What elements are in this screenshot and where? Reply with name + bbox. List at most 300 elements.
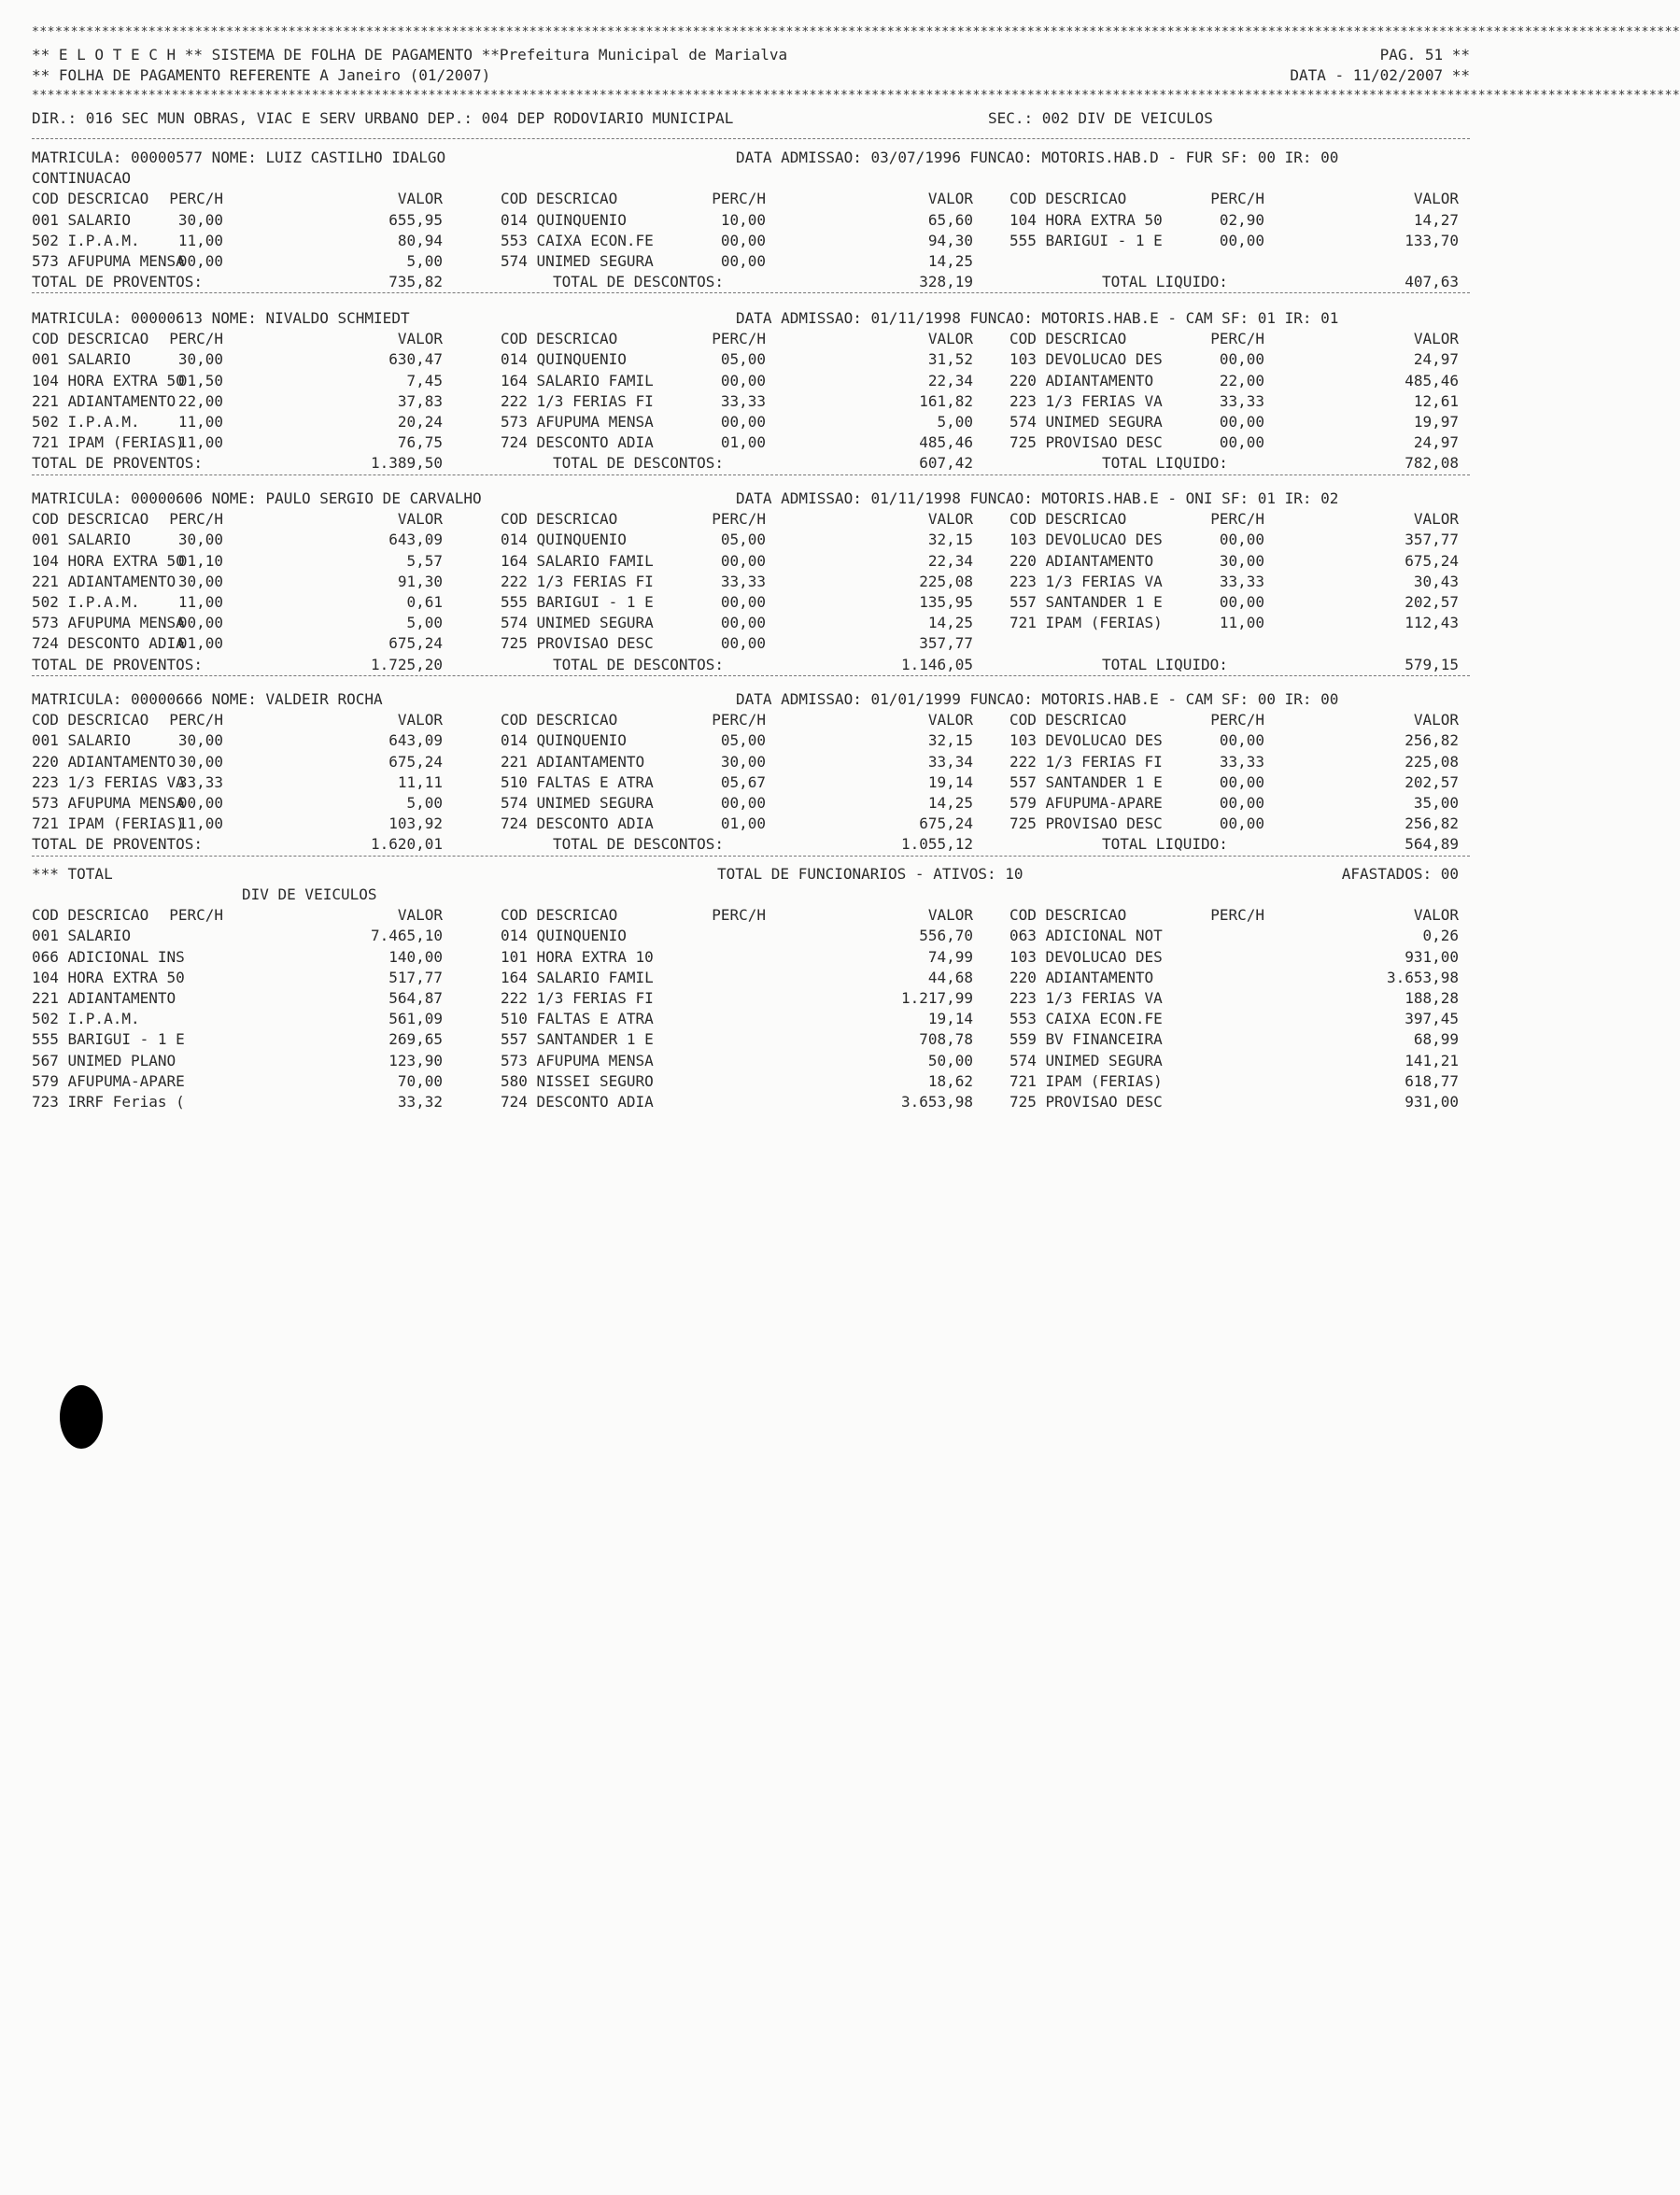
summary-code-description: 222 1/3 FERIAS FI xyxy=(501,989,654,1007)
summary-code-description: 502 I.P.A.M. xyxy=(32,1010,140,1028)
entry-percent-hours: 33,33 xyxy=(720,572,766,590)
entry-code-description: 221 ADIANTAMENTO xyxy=(32,391,176,410)
summary-value: 18,62 xyxy=(927,1071,973,1090)
entry-value: 643,09 xyxy=(388,731,443,750)
entry-code-description: 725 PROVISAO DESC xyxy=(501,634,654,653)
entry-value: 256,82 xyxy=(1405,731,1459,750)
summary-code-description: 066 ADICIONAL INS xyxy=(32,947,185,966)
column-header-row xyxy=(32,509,1470,530)
entry-percent-hours: 00,00 xyxy=(720,371,766,389)
column-header-code-description: COD DESCRICAO xyxy=(501,190,618,208)
column-header-code-description: COD DESCRICAO xyxy=(32,711,149,729)
entry-code-description: 725 PROVISAO DESC xyxy=(1009,433,1163,452)
total-descontos-value: 328,19 xyxy=(919,273,973,291)
entry-value: 7,45 xyxy=(406,371,443,389)
entry-value: 202,57 xyxy=(1405,593,1459,611)
summary-value: 397,45 xyxy=(1405,1010,1459,1028)
summary-value: 7.465,10 xyxy=(370,927,443,945)
total-proventos-label: TOTAL DE PROVENTOS: xyxy=(32,454,204,473)
entry-value: 94,30 xyxy=(927,231,973,249)
entry-value: 643,09 xyxy=(388,531,443,549)
summary-code-description: 555 BARIGUI - 1 E xyxy=(32,1030,185,1049)
summary-value: 0,26 xyxy=(1422,927,1459,945)
entry-code-description: 502 I.P.A.M. xyxy=(32,231,140,249)
summary-entry-row xyxy=(32,1071,1470,1092)
total-liquido-label: TOTAL LIQUIDO: xyxy=(1102,655,1228,673)
entry-percent-hours: 33,33 xyxy=(1219,572,1264,590)
column-header-code-description: COD DESCRICAO xyxy=(1009,711,1127,729)
entry-code-description: 221 ADIANTAMENTO xyxy=(501,752,645,771)
column-header-percent-hours: PERC/H xyxy=(1210,190,1264,208)
entry-value: 357,77 xyxy=(1405,531,1459,549)
system-title: ** E L O T E C H ** SISTEMA DE FOLHA DE PAGAMENTO **Prefeitura Municipal de Marialva xyxy=(32,46,788,64)
entry-percent-hours: 00,00 xyxy=(1219,593,1264,611)
entry-code-description: 220 ADIANTAMENTO xyxy=(1009,551,1154,570)
total-proventos-label: TOTAL DE PROVENTOS: xyxy=(32,835,204,854)
total-liquido-value: 782,08 xyxy=(1405,454,1459,473)
summary-entry-row xyxy=(32,947,1470,968)
employee-admission-function: DATA ADMISSAO: 01/11/1998 FUNCAO: MOTORIS.HAB.E - ONI SF: 01 IR: 02 xyxy=(736,489,1339,507)
column-header-value: VALOR xyxy=(927,190,973,208)
entry-code-description: 721 IPAM (FERIAS) xyxy=(1009,614,1163,632)
entry-percent-hours: 33,33 xyxy=(177,772,223,791)
entry-value: 30,43 xyxy=(1413,572,1459,590)
totals-row xyxy=(32,272,1470,292)
summary-code-description: 001 SALARIO xyxy=(32,927,131,945)
entry-code-description: 502 I.P.A.M. xyxy=(32,593,140,611)
column-header-percent-hours: PERC/H xyxy=(169,330,223,348)
entry-value: 5,57 xyxy=(406,551,443,570)
payroll-entry-row xyxy=(32,814,1470,834)
entry-value: 225,08 xyxy=(919,572,973,590)
column-header-percent-hours: PERC/H xyxy=(1210,711,1264,729)
employee-header xyxy=(32,148,1470,168)
column-header-value: VALOR xyxy=(927,510,973,529)
payroll-entry-row xyxy=(32,349,1470,370)
summary-code-description: 557 SANTANDER 1 E xyxy=(501,1030,654,1049)
payroll-entry-row xyxy=(32,231,1470,251)
payroll-entry-row xyxy=(32,752,1470,772)
entry-value: 133,70 xyxy=(1405,231,1459,249)
summary-code-description: 559 BV FINANCEIRA xyxy=(1009,1030,1163,1049)
entry-percent-hours: 05,00 xyxy=(720,731,766,750)
summary-code-description: 101 HORA EXTRA 10 xyxy=(501,947,654,966)
column-header-code-description: COD DESCRICAO xyxy=(1009,330,1127,348)
entry-percent-hours: 00,00 xyxy=(177,794,223,812)
summary-value: 123,90 xyxy=(388,1051,443,1069)
summary-code-description: 721 IPAM (FERIAS) xyxy=(1009,1071,1163,1090)
punch-hole-mark xyxy=(60,1385,103,1449)
payroll-entry-row xyxy=(32,793,1470,814)
entry-value: 0,61 xyxy=(406,593,443,611)
total-descontos-label: TOTAL DE DESCONTOS: xyxy=(553,655,725,673)
entry-percent-hours: 30,00 xyxy=(177,572,223,590)
dashed-separator xyxy=(32,138,1470,139)
entry-percent-hours: 05,00 xyxy=(720,350,766,369)
column-header-percent-hours: PERC/H xyxy=(1210,510,1264,529)
entry-percent-hours: 00,00 xyxy=(720,614,766,632)
entry-percent-hours: 22,00 xyxy=(177,391,223,410)
column-header-code-description: COD DESCRICAO xyxy=(32,190,149,208)
entry-value: 22,34 xyxy=(927,551,973,570)
column-header-value: VALOR xyxy=(1413,711,1459,729)
summary-value: 44,68 xyxy=(927,968,973,986)
entry-percent-hours: 11,00 xyxy=(1219,614,1264,632)
entry-percent-hours: 11,00 xyxy=(177,433,223,452)
entry-value: 91,30 xyxy=(397,572,443,590)
summary-value: 931,00 xyxy=(1405,1093,1459,1111)
entry-code-description: 555 BARIGUI - 1 E xyxy=(501,593,654,611)
summary-code-description: 553 CAIXA ECON.FE xyxy=(1009,1010,1163,1028)
summary-value: 140,00 xyxy=(388,947,443,966)
dashed-separator xyxy=(32,675,1470,676)
entry-code-description: 104 HORA EXTRA 50 xyxy=(32,551,185,570)
column-header-value: VALOR xyxy=(397,190,443,208)
summary-code-description: 567 UNIMED PLANO xyxy=(32,1051,176,1069)
column-header-value: VALOR xyxy=(1413,906,1459,925)
summary-value: 931,00 xyxy=(1405,947,1459,966)
entry-percent-hours: 01,00 xyxy=(720,433,766,452)
entry-percent-hours: 00,00 xyxy=(720,551,766,570)
column-header-row xyxy=(32,710,1470,730)
payroll-entry-row xyxy=(32,551,1470,572)
entry-code-description: 510 FALTAS E ATRA xyxy=(501,772,654,791)
summary-value: 556,70 xyxy=(919,927,973,945)
entry-value: 20,24 xyxy=(397,413,443,431)
summary-code-description: 724 DESCONTO ADIA xyxy=(501,1093,654,1111)
payroll-entry-row xyxy=(32,633,1470,654)
entry-value: 675,24 xyxy=(919,814,973,833)
summary-code-description: 103 DEVOLUCAO DES xyxy=(1009,947,1163,966)
entry-percent-hours: 05,67 xyxy=(720,772,766,791)
entry-value: 76,75 xyxy=(397,433,443,452)
entry-percent-hours: 00,00 xyxy=(1219,231,1264,249)
entry-code-description: 573 AFUPUMA MENSA xyxy=(32,794,185,812)
entry-code-description: 724 DESCONTO ADIA xyxy=(501,814,654,833)
entry-percent-hours: 00,00 xyxy=(720,593,766,611)
entry-percent-hours: 01,00 xyxy=(720,814,766,833)
total-descontos-label: TOTAL DE DESCONTOS: xyxy=(553,273,725,291)
column-header-percent-hours: PERC/H xyxy=(712,330,766,348)
reference-period: ** FOLHA DE PAGAMENTO REFERENTE A Janeiro (01/2007) xyxy=(32,66,491,84)
summary-value: 50,00 xyxy=(927,1051,973,1069)
entry-code-description: 014 QUINQUENIO xyxy=(501,531,627,549)
summary-code-description: 063 ADICIONAL NOT xyxy=(1009,927,1163,945)
entry-percent-hours: 00,00 xyxy=(177,614,223,632)
report-title-line xyxy=(32,45,1470,65)
column-header-row xyxy=(32,329,1470,349)
totals-row xyxy=(32,655,1470,675)
summary-value: 269,65 xyxy=(388,1030,443,1049)
entry-code-description: 574 UNIMED SEGURA xyxy=(501,794,654,812)
summary-code-description: 579 AFUPUMA-APARE xyxy=(32,1071,185,1090)
column-header-percent-hours: PERC/H xyxy=(169,510,223,529)
column-header-value: VALOR xyxy=(1413,510,1459,529)
entry-code-description: 721 IPAM (FERIAS) xyxy=(32,814,185,833)
totals-row xyxy=(32,453,1470,474)
entry-code-description: 222 1/3 FERIAS FI xyxy=(1009,752,1163,771)
summary-value: 33,32 xyxy=(397,1093,443,1111)
entry-percent-hours: 01,00 xyxy=(177,634,223,653)
column-header-value: VALOR xyxy=(397,510,443,529)
entry-value: 5,00 xyxy=(406,614,443,632)
entry-percent-hours: 02,90 xyxy=(1219,210,1264,229)
summary-value: 708,78 xyxy=(919,1030,973,1049)
entry-percent-hours: 33,33 xyxy=(1219,391,1264,410)
entry-value: 35,00 xyxy=(1413,794,1459,812)
entry-value: 5,00 xyxy=(937,413,973,431)
entry-code-description: 164 SALARIO FAMIL xyxy=(501,371,654,389)
total-liquido-value: 564,89 xyxy=(1405,835,1459,854)
entry-percent-hours: 11,00 xyxy=(177,593,223,611)
entry-code-description: 001 SALARIO xyxy=(32,531,131,549)
entry-code-description: 014 QUINQUENIO xyxy=(501,350,627,369)
entry-percent-hours: 30,00 xyxy=(177,210,223,229)
column-header-value: VALOR xyxy=(927,906,973,925)
total-proventos-value: 1.389,50 xyxy=(370,454,443,473)
column-header-code-description: COD DESCRICAO xyxy=(1009,906,1127,925)
entry-percent-hours: 00,00 xyxy=(720,794,766,812)
continuation-text: CONTINUACAO xyxy=(32,169,131,188)
entry-percent-hours: 00,00 xyxy=(1219,531,1264,549)
entry-value: 37,83 xyxy=(397,391,443,410)
payroll-entry-row xyxy=(32,592,1470,613)
column-header-percent-hours: PERC/H xyxy=(712,906,766,925)
entry-code-description: 553 CAIXA ECON.FE xyxy=(501,231,654,249)
summary-value: 517,77 xyxy=(388,968,443,986)
summary-entry-row xyxy=(32,968,1470,988)
summary-value: 68,99 xyxy=(1413,1030,1459,1049)
entry-percent-hours: 01,10 xyxy=(177,551,223,570)
payroll-entry-row xyxy=(32,613,1470,633)
payroll-entry-row xyxy=(32,730,1470,751)
entry-value: 14,27 xyxy=(1413,210,1459,229)
column-header-percent-hours: PERC/H xyxy=(169,906,223,925)
entry-percent-hours: 00,00 xyxy=(1219,433,1264,452)
entry-value: 5,00 xyxy=(406,252,443,270)
column-header-percent-hours: PERC/H xyxy=(1210,906,1264,925)
summary-code-description: 014 QUINQUENIO xyxy=(501,927,627,945)
entry-percent-hours: 05,00 xyxy=(720,531,766,549)
summary-total-label: *** TOTAL xyxy=(32,865,113,883)
total-liquido-label: TOTAL LIQUIDO: xyxy=(1102,454,1228,473)
entry-code-description: 014 QUINQUENIO xyxy=(501,731,627,750)
entry-code-description: 557 SANTANDER 1 E xyxy=(1009,593,1163,611)
employee-header xyxy=(32,489,1470,509)
entry-code-description: 220 ADIANTAMENTO xyxy=(32,752,176,771)
entry-value: 112,43 xyxy=(1405,614,1459,632)
total-descontos-label: TOTAL DE DESCONTOS: xyxy=(553,835,725,854)
summary-code-description: 220 ADIANTAMENTO xyxy=(1009,968,1154,986)
total-liquido-value: 407,63 xyxy=(1405,273,1459,291)
entry-value: 24,97 xyxy=(1413,350,1459,369)
total-proventos-value: 735,82 xyxy=(388,273,443,291)
entry-value: 22,34 xyxy=(927,371,973,389)
column-header-code-description: COD DESCRICAO xyxy=(32,906,149,925)
employee-count: TOTAL DE FUNCIONARIOS - ATIVOS: 10 xyxy=(717,865,1024,883)
entry-code-description: 001 SALARIO xyxy=(32,731,131,750)
summary-value: 19,14 xyxy=(927,1010,973,1028)
summary-value: 3.653,98 xyxy=(1386,968,1459,986)
payroll-entry-row xyxy=(32,772,1470,793)
entry-percent-hours: 00,00 xyxy=(720,634,766,653)
entry-value: 65,60 xyxy=(927,210,973,229)
summary-code-description: 580 NISSEI SEGURO xyxy=(501,1071,654,1090)
continuation-label xyxy=(32,168,1470,189)
summary-section-name: DIV DE VEICULOS xyxy=(242,885,377,903)
employee-admission-function: DATA ADMISSAO: 03/07/1996 FUNCAO: MOTORIS.HAB.D - FUR SF: 00 IR: 00 xyxy=(736,149,1339,166)
summary-code-description: 574 UNIMED SEGURA xyxy=(1009,1051,1163,1069)
total-descontos-value: 607,42 xyxy=(919,454,973,473)
entry-percent-hours: 33,33 xyxy=(1219,752,1264,771)
entry-percent-hours: 00,00 xyxy=(720,252,766,270)
entry-code-description: 222 1/3 FERIAS FI xyxy=(501,572,654,590)
column-header-percent-hours: PERC/H xyxy=(712,190,766,208)
payroll-entry-row xyxy=(32,412,1470,432)
entry-value: 675,24 xyxy=(388,752,443,771)
entry-value: 103,92 xyxy=(388,814,443,833)
entry-percent-hours: 30,00 xyxy=(720,752,766,771)
entry-value: 12,61 xyxy=(1413,391,1459,410)
entry-code-description: 223 1/3 FERIAS VA xyxy=(1009,572,1163,590)
employee-admission-function: DATA ADMISSAO: 01/11/1998 FUNCAO: MOTORIS.HAB.E - CAM SF: 01 IR: 01 xyxy=(736,309,1339,327)
entry-percent-hours: 00,00 xyxy=(720,413,766,431)
entry-code-description: 014 QUINQUENIO xyxy=(501,210,627,229)
entry-value: 135,95 xyxy=(919,593,973,611)
total-proventos-value: 1.620,01 xyxy=(370,835,443,854)
summary-code-description: 221 ADIANTAMENTO xyxy=(32,989,176,1007)
entry-value: 675,24 xyxy=(1405,551,1459,570)
payroll-entry-row xyxy=(32,432,1470,453)
entry-percent-hours: 11,00 xyxy=(177,231,223,249)
entry-percent-hours: 00,00 xyxy=(1219,413,1264,431)
entry-code-description: 724 DESCONTO ADIA xyxy=(32,634,185,653)
entry-value: 33,34 xyxy=(927,752,973,771)
summary-value: 74,99 xyxy=(927,947,973,966)
entry-percent-hours: 00,00 xyxy=(1219,772,1264,791)
entry-code-description: 221 ADIANTAMENTO xyxy=(32,572,176,590)
summary-total-line xyxy=(32,864,1470,885)
entry-percent-hours: 10,00 xyxy=(720,210,766,229)
entry-percent-hours: 30,00 xyxy=(177,350,223,369)
employee-admission-function: DATA ADMISSAO: 01/01/1999 FUNCAO: MOTORIS.HAB.E - CAM SF: 00 IR: 00 xyxy=(736,690,1339,708)
column-header-row xyxy=(32,905,1470,926)
payroll-entry-row xyxy=(32,251,1470,272)
entry-percent-hours: 30,00 xyxy=(177,731,223,750)
entry-value: 675,24 xyxy=(388,634,443,653)
entry-value: 655,95 xyxy=(388,210,443,229)
employee-header xyxy=(32,308,1470,329)
entry-code-description: 104 HORA EXTRA 50 xyxy=(32,371,185,389)
summary-entry-row xyxy=(32,1092,1470,1112)
star-divider: ******************************************************************************************************************************************************************************************************************** xyxy=(32,89,1680,103)
column-header-code-description: COD DESCRICAO xyxy=(32,510,149,529)
afastados-count: AFASTADOS: 00 xyxy=(1341,865,1459,883)
entry-percent-hours: 00,00 xyxy=(1219,350,1264,369)
entry-percent-hours: 01,50 xyxy=(177,371,223,389)
entry-value: 32,15 xyxy=(927,731,973,750)
entry-value: 14,25 xyxy=(927,614,973,632)
summary-entry-row xyxy=(32,926,1470,946)
entry-code-description: 573 AFUPUMA MENSA xyxy=(501,413,654,431)
total-proventos-label: TOTAL DE PROVENTOS: xyxy=(32,273,204,291)
entry-percent-hours: 00,00 xyxy=(177,252,223,270)
column-header-value: VALOR xyxy=(1413,330,1459,348)
section-name: SEC.: 002 DIV DE VEICULOS xyxy=(988,109,1213,127)
entry-code-description: 220 ADIANTAMENTO xyxy=(1009,371,1154,389)
entry-code-description: 164 SALARIO FAMIL xyxy=(501,551,654,570)
department-name: DIR.: 016 SEC MUN OBRAS, VIAC E SERV URBANO DEP.: 004 DEP RODOVIARIO MUNICIPAL xyxy=(32,109,734,127)
total-descontos-value: 1.146,05 xyxy=(900,655,973,673)
totals-row xyxy=(32,834,1470,855)
report-reference-line xyxy=(32,65,1470,86)
summary-code-description: 725 PROVISAO DESC xyxy=(1009,1093,1163,1111)
total-liquido-label: TOTAL LIQUIDO: xyxy=(1102,835,1228,854)
column-header-percent-hours: PERC/H xyxy=(712,510,766,529)
entry-value: 11,11 xyxy=(397,772,443,791)
column-header-percent-hours: PERC/H xyxy=(169,711,223,729)
summary-entry-row xyxy=(32,988,1470,1009)
summary-code-description: 510 FALTAS E ATRA xyxy=(501,1010,654,1028)
entry-code-description: 001 SALARIO xyxy=(32,350,131,369)
dashed-separator xyxy=(32,474,1470,475)
entry-percent-hours: 00,00 xyxy=(720,231,766,249)
entry-percent-hours: 22,00 xyxy=(1219,371,1264,389)
total-liquido-value: 579,15 xyxy=(1405,655,1459,673)
column-header-code-description: COD DESCRICAO xyxy=(1009,190,1127,208)
entry-value: 14,25 xyxy=(927,252,973,270)
entry-value: 630,47 xyxy=(388,350,443,369)
entry-percent-hours: 30,00 xyxy=(177,531,223,549)
entry-code-description: 222 1/3 FERIAS FI xyxy=(501,391,654,410)
star-divider: ******************************************************************************************************************************************************************************************************************** xyxy=(32,25,1680,39)
entry-percent-hours: 30,00 xyxy=(177,752,223,771)
entry-value: 19,97 xyxy=(1413,413,1459,431)
entry-percent-hours: 30,00 xyxy=(1219,551,1264,570)
payroll-entry-row xyxy=(32,371,1470,391)
summary-value: 1.217,99 xyxy=(900,989,973,1007)
entry-value: 485,46 xyxy=(919,433,973,452)
column-header-row xyxy=(32,189,1470,209)
summary-value: 618,77 xyxy=(1405,1071,1459,1090)
column-header-code-description: COD DESCRICAO xyxy=(501,330,618,348)
summary-value: 564,87 xyxy=(388,989,443,1007)
entry-code-description: 573 AFUPUMA MENSA xyxy=(32,252,185,270)
entry-value: 225,08 xyxy=(1405,752,1459,771)
payroll-entry-row xyxy=(32,572,1470,592)
entry-value: 31,52 xyxy=(927,350,973,369)
entry-percent-hours: 00,00 xyxy=(1219,731,1264,750)
payroll-entry-row xyxy=(32,210,1470,231)
column-header-code-description: COD DESCRICAO xyxy=(501,711,618,729)
entry-value: 14,25 xyxy=(927,794,973,812)
entry-code-description: 103 DEVOLUCAO DES xyxy=(1009,350,1163,369)
dashed-separator xyxy=(32,856,1470,857)
entry-value: 485,46 xyxy=(1405,371,1459,389)
entry-value: 5,00 xyxy=(406,794,443,812)
summary-code-description: 104 HORA EXTRA 50 xyxy=(32,968,185,986)
report-date: DATA - 11/02/2007 ** xyxy=(1290,66,1470,84)
column-header-percent-hours: PERC/H xyxy=(169,190,223,208)
summary-entry-row xyxy=(32,1051,1470,1071)
column-header-code-description: COD DESCRICAO xyxy=(501,510,618,529)
entry-code-description: 724 DESCONTO ADIA xyxy=(501,433,654,452)
entry-code-description: 574 UNIMED SEGURA xyxy=(501,252,654,270)
employee-header xyxy=(32,689,1470,710)
entry-code-description: 557 SANTANDER 1 E xyxy=(1009,772,1163,791)
column-header-code-description: COD DESCRICAO xyxy=(1009,510,1127,529)
column-header-percent-hours: PERC/H xyxy=(712,711,766,729)
